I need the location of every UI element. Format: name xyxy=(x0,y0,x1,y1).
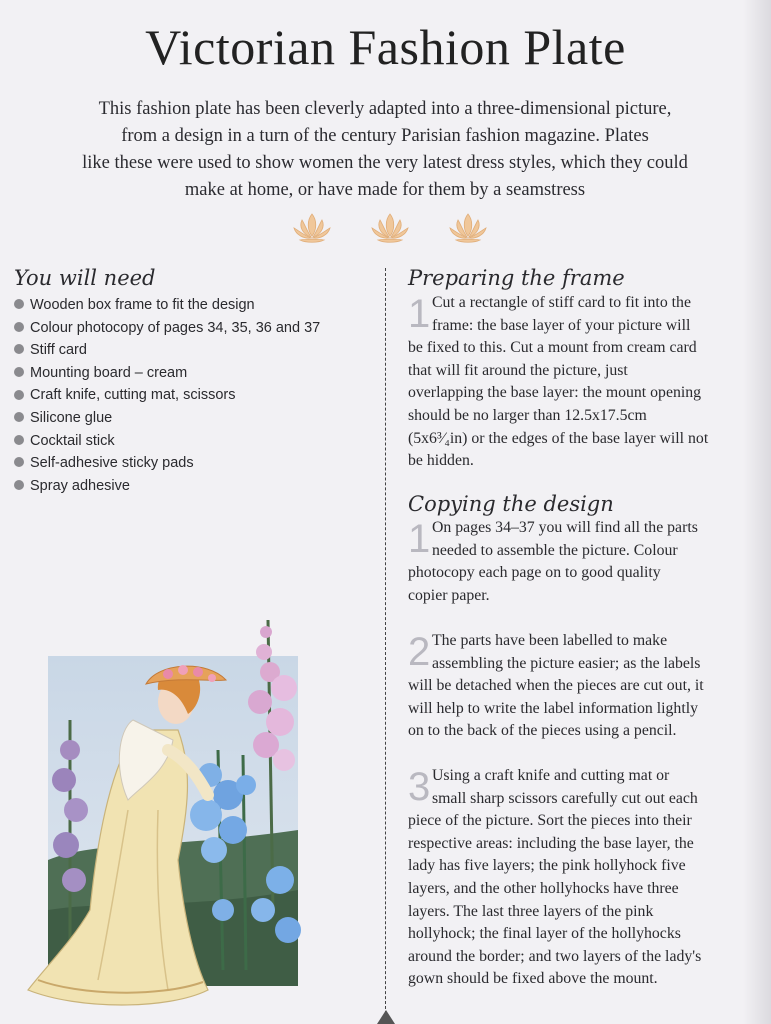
intro-line: from a design in a turn of the century Parisian fashion magazine. Plates xyxy=(121,126,649,146)
intro-paragraph xyxy=(20,96,750,204)
step-line: piece of the picture. Sort the pieces into their xyxy=(408,812,692,830)
bullet-icon xyxy=(14,344,24,354)
list-item: Stiff card xyxy=(14,339,320,362)
list-item: Wooden box frame to fit the design xyxy=(14,294,320,317)
step-line: Cut a rectangle of stiff card to fit into the xyxy=(432,294,691,311)
step-line: small sharp scissors carefully cut out each xyxy=(432,789,698,807)
intro-line: This fashion plate has been cleverly adapted into a three-dimensional picture, xyxy=(98,99,672,119)
step-line: around the border; and two layers of the lady's xyxy=(408,947,702,965)
bullet-icon xyxy=(14,457,24,467)
copy-step-1 xyxy=(408,517,760,607)
step-line: frame: the base layer of your picture will xyxy=(432,316,691,334)
list-item: Silicone glue xyxy=(14,407,320,430)
list-item: Cocktail stick xyxy=(14,430,320,453)
preparing-frame-heading: Preparing the frame xyxy=(408,266,625,290)
step-line: (5x6³⁄₄in) or the edges of the base layer will not xyxy=(408,429,709,447)
step-number: 3 xyxy=(408,765,431,809)
you-will-need-heading: You will need xyxy=(14,266,156,290)
bullet-icon xyxy=(14,480,24,490)
step-line: overlapping the base layer: the mount opening xyxy=(408,384,702,402)
step-line: layers, and the other hollyhocks have three xyxy=(408,879,679,897)
step-number: 2 xyxy=(408,630,431,674)
intro-line: make at home, or have made for them by a seamstress xyxy=(184,180,586,200)
list-item: Spray adhesive xyxy=(14,475,320,498)
step-number: 1 xyxy=(408,292,431,336)
column-divider xyxy=(385,268,386,1024)
bullet-icon xyxy=(14,412,24,422)
lotus-ornament-icon xyxy=(446,208,490,246)
bullet-icon xyxy=(14,322,24,332)
step-line: respective areas: including the base layer, the xyxy=(408,834,694,852)
step-line: Using a craft knife and cutting mat or xyxy=(432,767,670,784)
step-line: be fixed to this. Cut a mount from cream card xyxy=(408,339,697,357)
step-line: copier paper. xyxy=(408,586,490,604)
step-line: needed to assemble the picture. Colour xyxy=(432,541,678,559)
list-item: Self-adhesive sticky pads xyxy=(14,452,320,475)
list-item: Craft knife, cutting mat, scissors xyxy=(14,384,320,407)
list-item: Colour photocopy of pages 34, 35, 36 and 37 xyxy=(14,317,320,340)
lotus-ornament-icon xyxy=(368,208,412,246)
copy-step-2 xyxy=(408,630,760,743)
step-line: gown should be fixed above the mount. xyxy=(408,970,658,988)
divider-arrow-icon xyxy=(377,1010,395,1024)
step-line: assembling the picture easier; as the labels xyxy=(432,654,701,672)
lotus-ornament-icon xyxy=(290,208,334,246)
copying-design-heading: Copying the design xyxy=(408,492,614,516)
intro-line: like these were used to show women the very latest dress styles, which they could xyxy=(82,153,688,173)
step-line: layers. The last three layers of the pink xyxy=(408,902,654,920)
step-line: on to the back of the pieces using a pencil. xyxy=(408,722,677,740)
bullet-icon xyxy=(14,299,24,309)
step-line: hollyhock; the final layer of the hollyhocks xyxy=(408,925,681,943)
step-number: 1 xyxy=(408,517,431,561)
step-line: On pages 34–37 you will find all the parts xyxy=(432,519,698,536)
step-line: be hidden. xyxy=(408,452,474,470)
step-line: photocopy each page on to good quality xyxy=(408,564,661,582)
bullet-icon xyxy=(14,367,24,377)
flower-ornaments xyxy=(290,208,490,248)
step-line: should be no larger than 12.5x17.5cm xyxy=(408,406,647,424)
bullet-icon xyxy=(14,390,24,400)
step-line: will help to write the label information lightly xyxy=(408,699,698,717)
page-title: Victorian Fashion Plate xyxy=(145,19,626,75)
copy-step-3 xyxy=(408,765,760,991)
prepare-step-1 xyxy=(408,292,760,473)
step-line: The parts have been labelled to make xyxy=(432,632,668,649)
step-line: will be detached when the pieces are cut out, it xyxy=(408,677,704,695)
materials-list xyxy=(14,294,320,497)
list-item: Mounting board – cream xyxy=(14,362,320,385)
step-line: that will fit around the picture, just xyxy=(408,361,628,379)
step-line: lady has five layers; the pink hollyhock five xyxy=(408,857,686,875)
bullet-icon xyxy=(14,435,24,445)
victorian-lady-illustration xyxy=(18,610,318,1010)
